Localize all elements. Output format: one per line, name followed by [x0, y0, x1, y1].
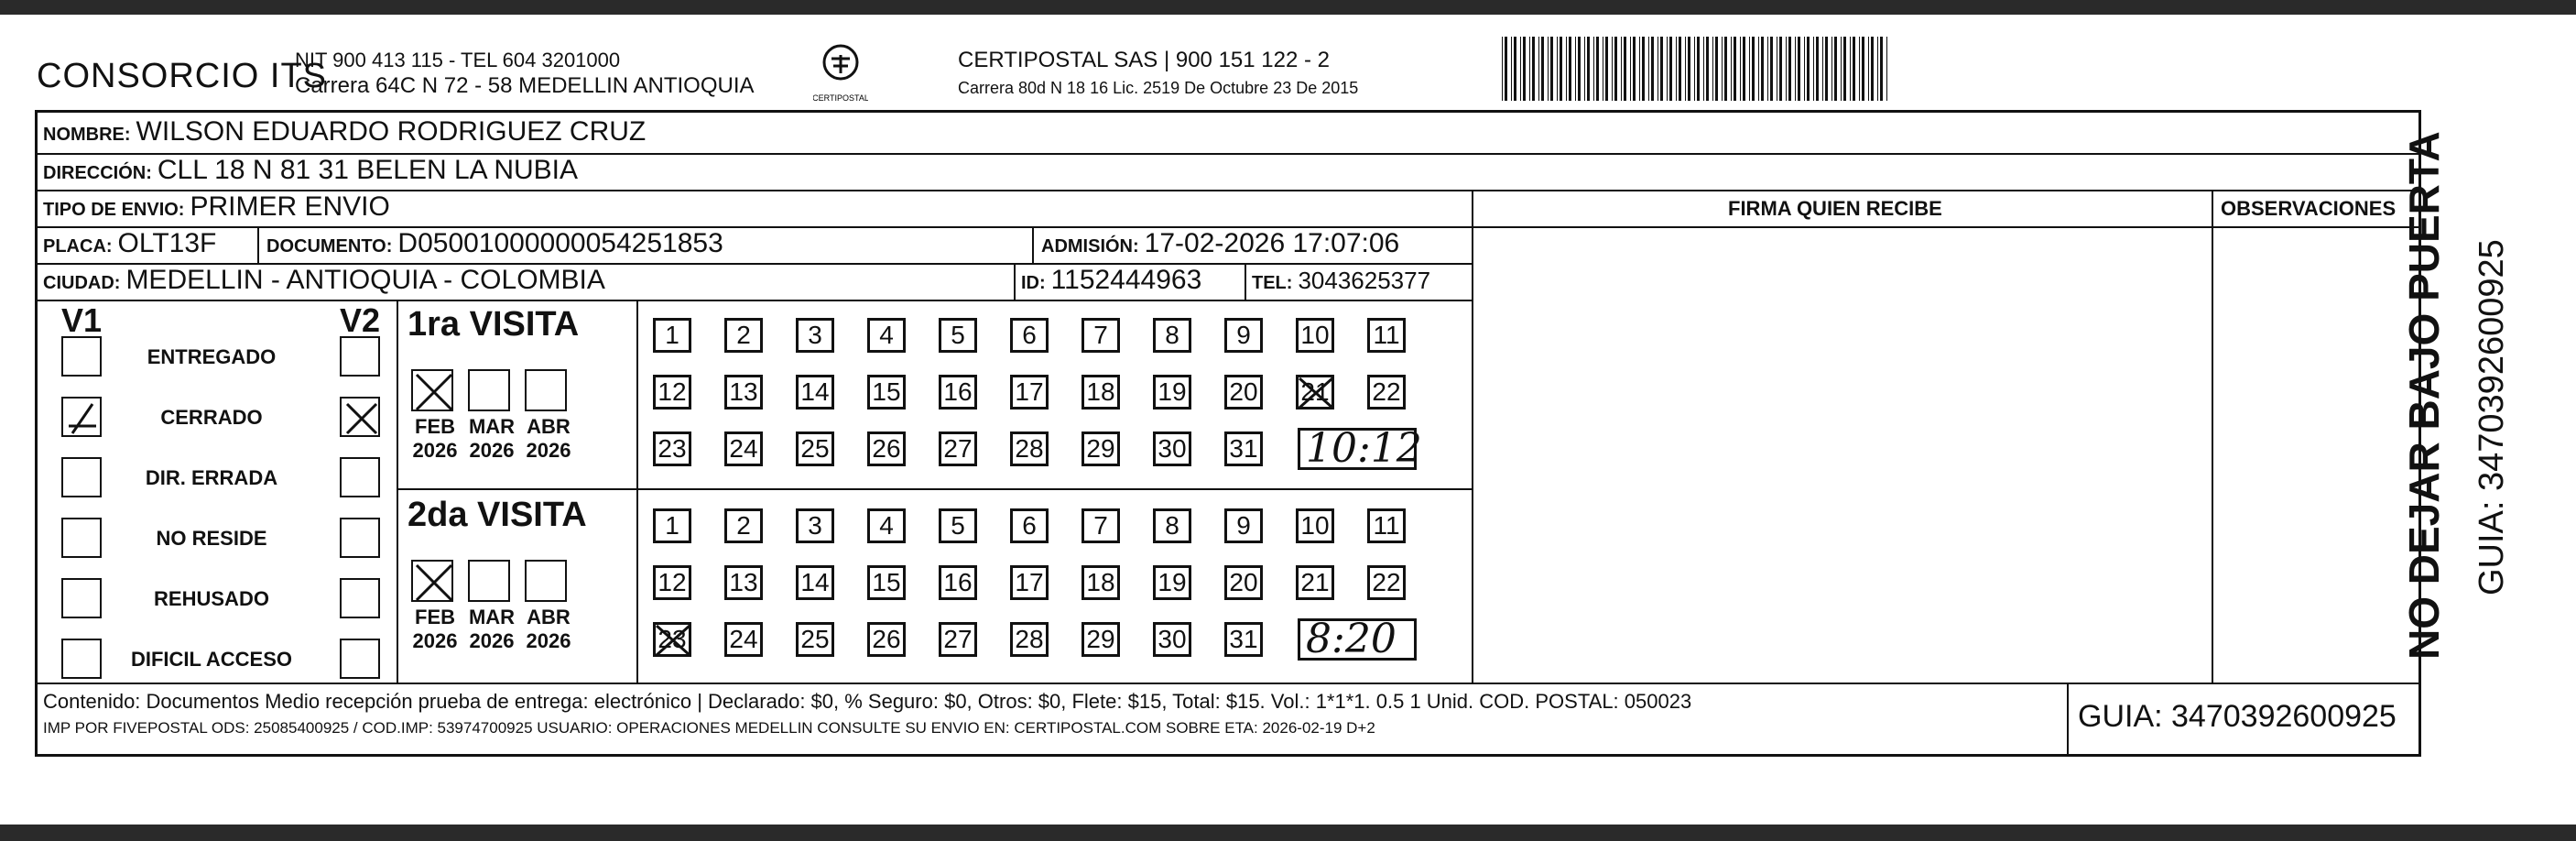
day-box[interactable]: 17	[1010, 375, 1049, 410]
id-label: ID:	[1021, 273, 1046, 293]
day-box[interactable]: 26	[867, 431, 906, 466]
day-box[interactable]: 8	[1153, 318, 1191, 353]
day-box[interactable]: 16	[939, 375, 977, 410]
carrier-info: CERTIPOSTAL SAS | 900 151 122 - 2	[958, 48, 1330, 72]
time-box[interactable]	[1298, 618, 1417, 661]
month-checkbox[interactable]	[525, 369, 567, 411]
company-nit: NIT 900 413 115 - TEL 604 3201000	[295, 49, 621, 71]
time-box[interactable]	[1298, 425, 1422, 472]
day-box[interactable]: 11	[1367, 508, 1406, 543]
month-label: FEB 2026	[412, 415, 458, 462]
day-box[interactable]: 30	[1153, 431, 1191, 466]
tel-value: 3043625377	[1298, 267, 1431, 294]
admision-field	[1041, 228, 1399, 259]
day-box[interactable]: 25	[796, 431, 834, 466]
day-box[interactable]: 29	[1081, 431, 1120, 466]
day-box[interactable]: 22	[1367, 565, 1406, 600]
day-box[interactable]: 28	[1010, 622, 1049, 657]
day-box[interactable]: 6	[1010, 318, 1049, 353]
day-box[interactable]: 24	[724, 431, 763, 466]
v2-checkbox[interactable]	[340, 578, 380, 618]
footer-imp: IMP POR FIVEPOSTAL ODS: 25085400925 / COD.IMP: 53974700925 USUARIO: OPERACIONES MEDELLIN CONSULTE SU ENVIO EN: CERTIPOSTAL.COM SOBRE ETA: 2026-02-19 D+2	[43, 719, 1375, 737]
handwritten-time: 8:20	[1306, 616, 1397, 662]
tel-field	[1252, 267, 1430, 295]
day-box[interactable]: 3	[796, 508, 834, 543]
day-box[interactable]: 18	[1081, 375, 1120, 410]
footer-contenido: Contenido: Documentos Medio recepción prueba de entrega: electrónico | Declarado: $0, % Seguro: $0, Otros: $0, Flete: $15, Total: $15. Vol.: 1*1*1. 0.5 1 Unid. COD. POSTAL: 050023	[43, 690, 1692, 713]
day-box[interactable]: 7	[1081, 318, 1120, 353]
day-box[interactable]: 31	[1224, 431, 1263, 466]
ciudad-label: CIUDAD:	[43, 273, 121, 293]
day-box[interactable]: 13	[724, 565, 763, 600]
day-box[interactable]: 12	[653, 375, 691, 410]
carrier-logo	[813, 40, 868, 106]
v2-header: V2	[340, 301, 381, 339]
day-box[interactable]: 5	[939, 318, 977, 353]
documento-field	[266, 228, 723, 259]
day-box[interactable]: 4	[867, 318, 906, 353]
nombre-value: WILSON EDUARDO RODRIGUEZ CRUZ	[136, 116, 647, 147]
direccion-label: DIRECCIÓN:	[43, 163, 152, 183]
direccion-field	[43, 155, 578, 186]
status-option-label: DIFICIL ACCESO	[130, 648, 292, 671]
month-checkbox[interactable]	[468, 560, 510, 602]
day-box[interactable]: 14	[796, 565, 834, 600]
placa-field	[43, 228, 216, 259]
day-box[interactable]: 31	[1224, 622, 1263, 657]
month-checkbox[interactable]	[525, 560, 567, 602]
v2-checkbox[interactable]	[340, 397, 380, 437]
logo-text: CERTIPOSTAL	[813, 93, 868, 103]
day-box[interactable]: 20	[1224, 565, 1263, 600]
day-box[interactable]: 6	[1010, 508, 1049, 543]
day-box[interactable]: 13	[724, 375, 763, 410]
month-label: MAR 2026	[468, 415, 516, 462]
placa-label: PLACA:	[43, 236, 113, 257]
day-box[interactable]: 15	[867, 375, 906, 410]
id-value: 1152444963	[1050, 265, 1202, 295]
tipo-envio-label: TIPO DE ENVIO:	[43, 200, 185, 220]
handwritten-time: 10:12	[1306, 425, 1422, 472]
ciudad-field	[43, 265, 605, 296]
brand-name: CONSORCIO ITS	[37, 57, 328, 95]
nombre-label: NOMBRE:	[43, 125, 131, 145]
day-box[interactable]: 27	[939, 431, 977, 466]
observaciones-header: OBSERVACIONES	[2221, 197, 2397, 220]
day-box[interactable]: 19	[1153, 565, 1191, 600]
day-box[interactable]: 17	[1010, 565, 1049, 600]
day-box[interactable]: 1	[653, 508, 691, 543]
day-cross-mark	[653, 622, 695, 663]
id-field	[1021, 265, 1201, 296]
day-box[interactable]: 22	[1367, 375, 1406, 410]
day-box[interactable]: 20	[1224, 375, 1263, 410]
month-checkbox[interactable]	[411, 369, 453, 411]
v2-checkbox[interactable]	[340, 336, 380, 377]
delivery-form	[35, 110, 2421, 757]
day-box[interactable]: 29	[1081, 622, 1120, 657]
bottom-scan-band	[0, 825, 2576, 841]
day-box[interactable]: 23	[653, 622, 691, 657]
guia-box: GUIA: 3470392600925	[2078, 699, 2397, 734]
documento-label: DOCUMENTO:	[266, 236, 393, 257]
v1-header: V1	[61, 301, 103, 339]
admision-label: ADMISIÓN:	[1041, 236, 1139, 257]
admision-value: 17-02-2026 17:07:06	[1144, 228, 1400, 258]
day-box[interactable]: 10	[1296, 508, 1334, 543]
status-option-label: REHUSADO	[154, 587, 269, 610]
day-box[interactable]: 4	[867, 508, 906, 543]
day-box[interactable]: 30	[1153, 622, 1191, 657]
company-address: Carrera 64C N 72 - 58 MEDELLIN ANTIOQUIA	[295, 73, 755, 98]
day-box[interactable]: 16	[939, 565, 977, 600]
notice-no-dejar: NO DEJAR BAJO PUERTA	[2400, 131, 2448, 660]
month-checkbox[interactable]	[411, 560, 453, 602]
month-label: MAR 2026	[468, 606, 516, 652]
day-box[interactable]: 7	[1081, 508, 1120, 543]
status-option-label: NO RESIDE	[156, 527, 267, 550]
day-box[interactable]: 21	[1296, 375, 1334, 410]
day-box[interactable]: 3	[796, 318, 834, 353]
visit-title: 1ra VISITA	[408, 305, 580, 344]
ciudad-value: MEDELLIN - ANTIOQUIA - COLOMBIA	[125, 265, 605, 295]
carrier-address: Carrera 80d N 18 16 Lic. 2519 De Octubre 23 De 2015	[958, 79, 1359, 97]
tipo-envio-value: PRIMER ENVIO	[190, 191, 390, 222]
day-box[interactable]: 21	[1296, 565, 1334, 600]
day-box[interactable]: 2	[724, 508, 763, 543]
day-box[interactable]: 10	[1296, 318, 1334, 353]
status-option-label: ENTREGADO	[147, 345, 277, 368]
month-checkbox[interactable]	[468, 369, 510, 411]
day-box[interactable]: 9	[1224, 318, 1263, 353]
barcode	[1502, 37, 2240, 101]
tipo-envio-field	[43, 191, 390, 223]
direccion-value: CLL 18 N 81 31 BELEN LA NUBIA	[157, 155, 579, 185]
firma-header: FIRMA QUIEN RECIBE	[1728, 197, 1942, 220]
side-guia: GUIA: 3470392600925	[2473, 239, 2511, 595]
day-box[interactable]: 8	[1153, 508, 1191, 543]
top-scan-band	[0, 0, 2576, 15]
v2-checkbox[interactable]	[340, 639, 380, 679]
month-label: ABR 2026	[526, 606, 571, 652]
day-box[interactable]: 28	[1010, 431, 1049, 466]
day-box[interactable]: 19	[1153, 375, 1191, 410]
day-cross-mark	[1296, 375, 1338, 416]
day-box[interactable]: 24	[724, 622, 763, 657]
visit-title: 2da VISITA	[408, 496, 587, 534]
tel-label: TEL:	[1252, 273, 1293, 293]
placa-value: OLT13F	[117, 228, 217, 258]
month-label: FEB 2026	[412, 606, 458, 652]
nombre-field	[43, 116, 646, 147]
day-box[interactable]: 5	[939, 508, 977, 543]
documento-value: D05001000000054251853	[397, 228, 723, 258]
status-option-label: DIR. ERRADA	[145, 466, 278, 489]
month-label: ABR 2026	[526, 415, 571, 462]
status-option-label: CERRADO	[160, 406, 263, 429]
day-box[interactable]: 25	[796, 622, 834, 657]
day-box[interactable]: 23	[653, 431, 691, 466]
v2-checkbox[interactable]	[340, 518, 380, 558]
day-box[interactable]: 2	[724, 318, 763, 353]
day-box[interactable]: 15	[867, 565, 906, 600]
day-box[interactable]: 9	[1224, 508, 1263, 543]
v2-checkbox[interactable]	[340, 457, 380, 497]
day-box[interactable]: 12	[653, 565, 691, 600]
day-box[interactable]: 14	[796, 375, 834, 410]
day-box[interactable]: 11	[1367, 318, 1406, 353]
day-box[interactable]: 27	[939, 622, 977, 657]
day-box[interactable]: 1	[653, 318, 691, 353]
day-box[interactable]: 18	[1081, 565, 1120, 600]
day-box[interactable]: 26	[867, 622, 906, 657]
